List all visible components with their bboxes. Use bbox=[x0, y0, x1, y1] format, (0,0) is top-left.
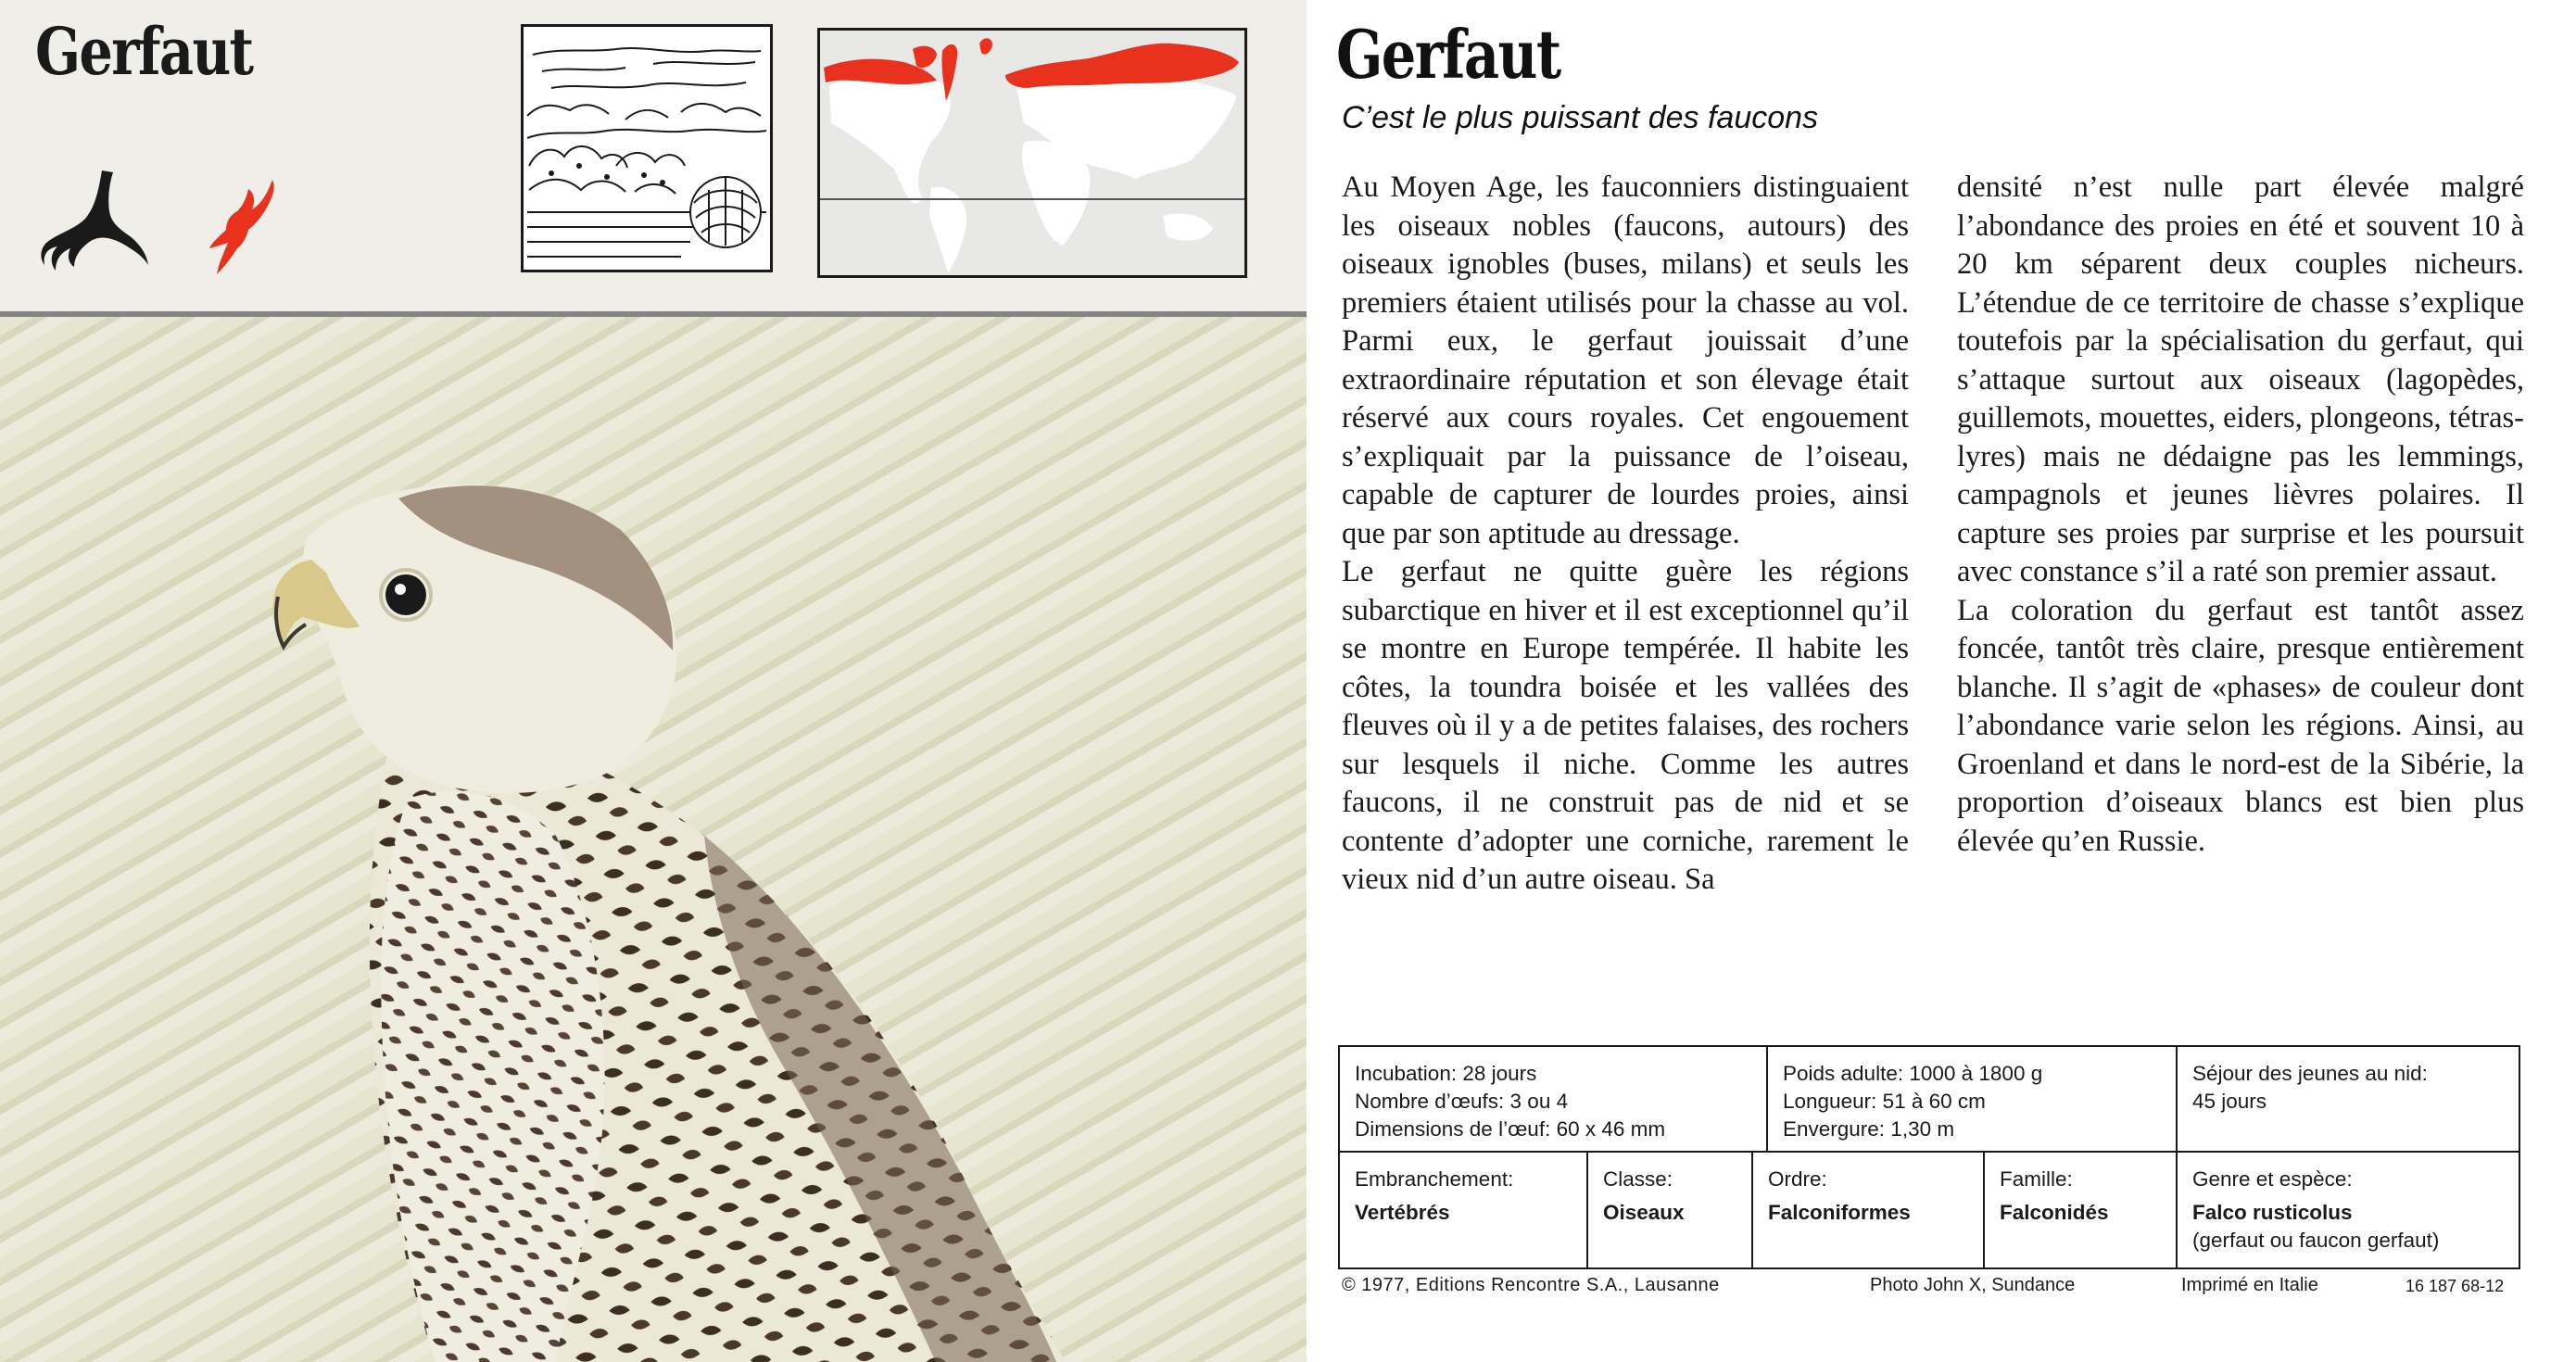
weight-text: Poids adulte: 1000 à 1800 g bbox=[1783, 1062, 2043, 1085]
class-label: Classe: bbox=[1603, 1167, 1673, 1191]
wingspan-text: Envergure: 1,30 m bbox=[1783, 1117, 1955, 1141]
phylum-cell bbox=[1340, 1153, 1586, 1267]
family-value: Falconidés bbox=[2000, 1201, 2109, 1224]
incubation-text: Incubation: 28 jours bbox=[1355, 1062, 1537, 1085]
paragraph: Au Moyen Age, les fauconniers distinguaient les oiseaux nobles (faucons, autours) des oiseaux ignobles (buses, milans) et seuls les premiers étaient utilisés pour la chasse au vol. Parmi eux, le gerfaut jouissait d’une extraordinaire réputation et son élevage était réservé aux cours royales. Cet engouement s’expliquait par la puissance de l’oiseau, capable de capturer de lourdes proies, ainsi que par son aptitude au dressage. bbox=[1342, 170, 1909, 550]
photo-credit-text: Photo John X, Sundance bbox=[1870, 1275, 2076, 1295]
species-value: Falco rusticolus bbox=[2192, 1201, 2353, 1224]
phylum-value: Vertébrés bbox=[1355, 1201, 1450, 1224]
nest-stay-value: 45 jours bbox=[2192, 1090, 2267, 1113]
egg-count-text: Nombre d’œufs: 3 ou 4 bbox=[1355, 1090, 1569, 1113]
paragraph: Le gerfaut ne quitte guère les régions subarctique en hiver et il est exceptionnel qu’il se montre en Europe tempérée. Il habite les côtes, la toundra boisée et les vallées des fleuves où il y a de petites falaises, des rochers sur lesquels il niche. Comme les autres faucons, il ne construit pas de nid et se contente d’adopter une corniche, rarement le vieux nid d’un autre oiseau. Sa bbox=[1342, 555, 1909, 896]
length-text: Longueur: 51 à 60 cm bbox=[1783, 1090, 1986, 1113]
species-label: Genre et espèce: bbox=[2192, 1167, 2353, 1191]
family-label: Famille: bbox=[2000, 1167, 2073, 1191]
egg-dimensions-text: Dimensions de l’œuf: 60 x 46 mm bbox=[1355, 1117, 1666, 1141]
card-code-text: 16 187 68-12 bbox=[2406, 1277, 2505, 1295]
paragraph: La coloration du gerfaut est tantôt assez foncée, tantôt très claire, presque entièrement blanche. Il s’agit de «phases» de couleur dont l’abondance varie selon les régions. Ainsi, au Groenland et dans le nord-est de la Sibérie, la proportion d’oiseaux blancs est bien plus élevée qu’en Russie. bbox=[1957, 593, 2524, 858]
nest-stay-cell bbox=[2176, 1047, 2519, 1151]
species-common-name: (gerfaut ou faucon gerfaut) bbox=[2192, 1229, 2440, 1252]
printed-in-text: Imprimé en Italie bbox=[2181, 1275, 2318, 1295]
range-map bbox=[817, 28, 1247, 278]
front-header bbox=[0, 0, 1307, 311]
gyrfalcon-illustration bbox=[0, 317, 1307, 1362]
back-title: Gerfaut bbox=[1336, 15, 1560, 94]
class-cell bbox=[1586, 1153, 1751, 1267]
facts-table bbox=[1338, 1045, 2520, 1269]
back-subtitle: C’est le plus puissant des faucons bbox=[1342, 100, 1819, 135]
phylum-label: Embranchement: bbox=[1355, 1167, 1514, 1191]
family-cell bbox=[1983, 1153, 2176, 1267]
back-card bbox=[1307, 0, 2576, 1362]
claw-icon bbox=[33, 165, 154, 276]
order-cell bbox=[1751, 1153, 1983, 1267]
front-title: Gerfaut bbox=[35, 13, 253, 90]
world-map bbox=[820, 31, 1244, 275]
facts-row-taxonomy bbox=[1340, 1153, 2519, 1267]
facts-row-breeding bbox=[1340, 1047, 2519, 1153]
habitat-landscape bbox=[524, 27, 770, 270]
nest-stay-label: Séjour des jeunes au nid: bbox=[2192, 1062, 2428, 1085]
order-label: Ordre: bbox=[1768, 1167, 1827, 1191]
species-cell bbox=[2176, 1153, 2519, 1267]
breeding-cell bbox=[1340, 1047, 1766, 1151]
copyright-text: © 1977, Editions Rencontre S.A., Lausanne bbox=[1342, 1275, 1720, 1295]
gyrfalcon-photo bbox=[0, 317, 1307, 1362]
text-column-left bbox=[1342, 169, 1909, 900]
habitat-illustration bbox=[521, 24, 773, 272]
paragraph: densité n’est nulle part élevée malgré l’abondance des proies en été et souvent 10 à 20 km séparent deux couples nicheurs. L’étendue de ce territoire de chasse s’explique toutefois par la spécialisation du gerfaut, qui s’attaque surtout aux oiseaux (lagopèdes, guillemots, mouettes, eiders, plongeons, tétras-lyres) mais ne dédaigne pas les lemmings, campagnols et jeunes lièvres polaires. Il capture ses proies par surprise et les poursuit avec constance s’il a raté son premier assaut. bbox=[1957, 170, 2524, 588]
text-column-right bbox=[1957, 169, 2524, 861]
bird-silhouette-icon bbox=[206, 176, 282, 278]
measurements-cell bbox=[1766, 1047, 2176, 1151]
order-value: Falconiformes bbox=[1768, 1201, 1911, 1224]
class-value: Oiseaux bbox=[1603, 1201, 1685, 1224]
